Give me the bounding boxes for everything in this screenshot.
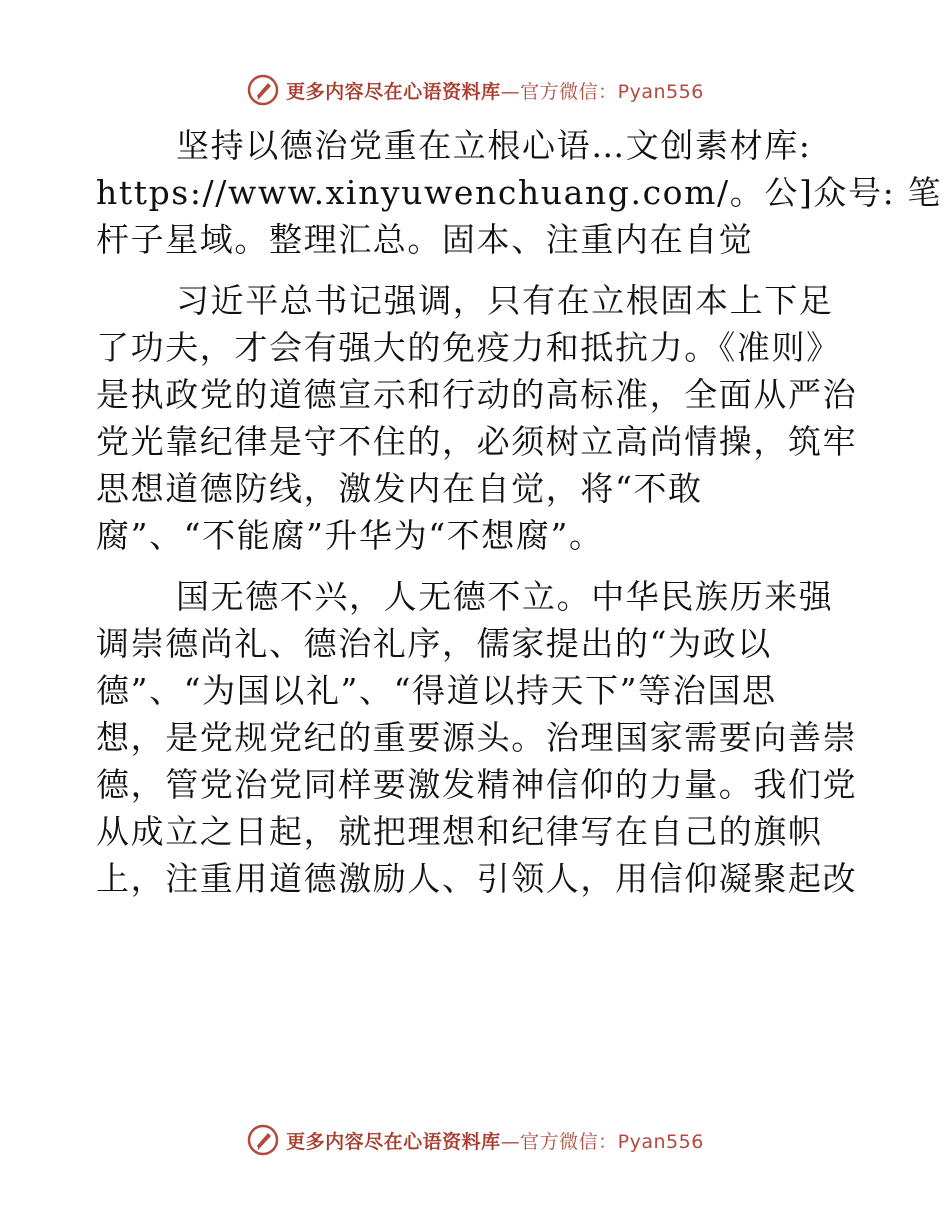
- text-line: 习近平总书记强调，只有在立根固本上下足: [176, 281, 834, 320]
- footer-banner-text: [286, 1127, 704, 1154]
- text-line: 了功夫，才会有强大的免疫力和抵抗力。《准则》: [96, 328, 841, 367]
- text-line: 想，是党规党纪的重要源头。治理国家需要向善崇: [96, 718, 858, 757]
- text-line: 是执政党的道德宣示和行动的高标准，全面从严治: [96, 375, 858, 414]
- header-banner-main: 更多内容尽在心语资料库: [286, 80, 501, 103]
- text-line: https://www.xinyuwenchuang.com/。公]众号: 笔: [96, 173, 943, 212]
- text-line: 国无德不兴，人无德不立。中华民族历来强: [176, 577, 834, 616]
- header-banner-text: [286, 77, 704, 104]
- footer-banner-sep: —: [500, 1130, 521, 1153]
- document-body: [96, 122, 943, 902]
- header-banner-sub: 官方微信：Pyan556: [520, 80, 704, 103]
- header-banner: [0, 70, 950, 110]
- paragraph-1: [96, 122, 943, 263]
- footer-banner-sub: 官方微信：Pyan556: [520, 1130, 704, 1153]
- text-line: 德”、“为国以礼”、“得道以持天下”等治国思: [96, 671, 777, 710]
- text-line: 坚持以德治党重在立根心语…文创素材库:: [176, 126, 812, 165]
- footer-banner: [0, 1120, 950, 1160]
- paragraph-3: [96, 573, 858, 902]
- text-line: 腐”、“不能腐”升华为“不想腐”。: [96, 516, 604, 555]
- pen-logo-icon: [246, 73, 280, 107]
- header-banner-sep: —: [500, 80, 521, 103]
- text-line: 调崇德尚礼、德治礼序，儒家提出的“为政以: [96, 624, 772, 663]
- paragraph-2: [96, 277, 858, 559]
- text-line: 思想道德防线，激发内在自觉，将“不敢: [96, 469, 703, 508]
- footer-banner-main: 更多内容尽在心语资料库: [286, 1130, 501, 1153]
- text-line: 从成立之日起，就把理想和纪律写在自己的旗帜: [96, 812, 823, 851]
- text-line: 德，管党治党同样要激发精神信仰的力量。我们党: [96, 765, 858, 804]
- text-line: 杆子星域。整理汇总。固本、注重内在自觉: [96, 220, 754, 259]
- text-line: 党光靠纪律是守不住的，必须树立高尚情操，筑牢: [96, 422, 858, 461]
- text-line: 上，注重用道德激励人、引领人，用信仰凝聚起改: [96, 859, 858, 898]
- pen-logo-icon: [246, 1123, 280, 1157]
